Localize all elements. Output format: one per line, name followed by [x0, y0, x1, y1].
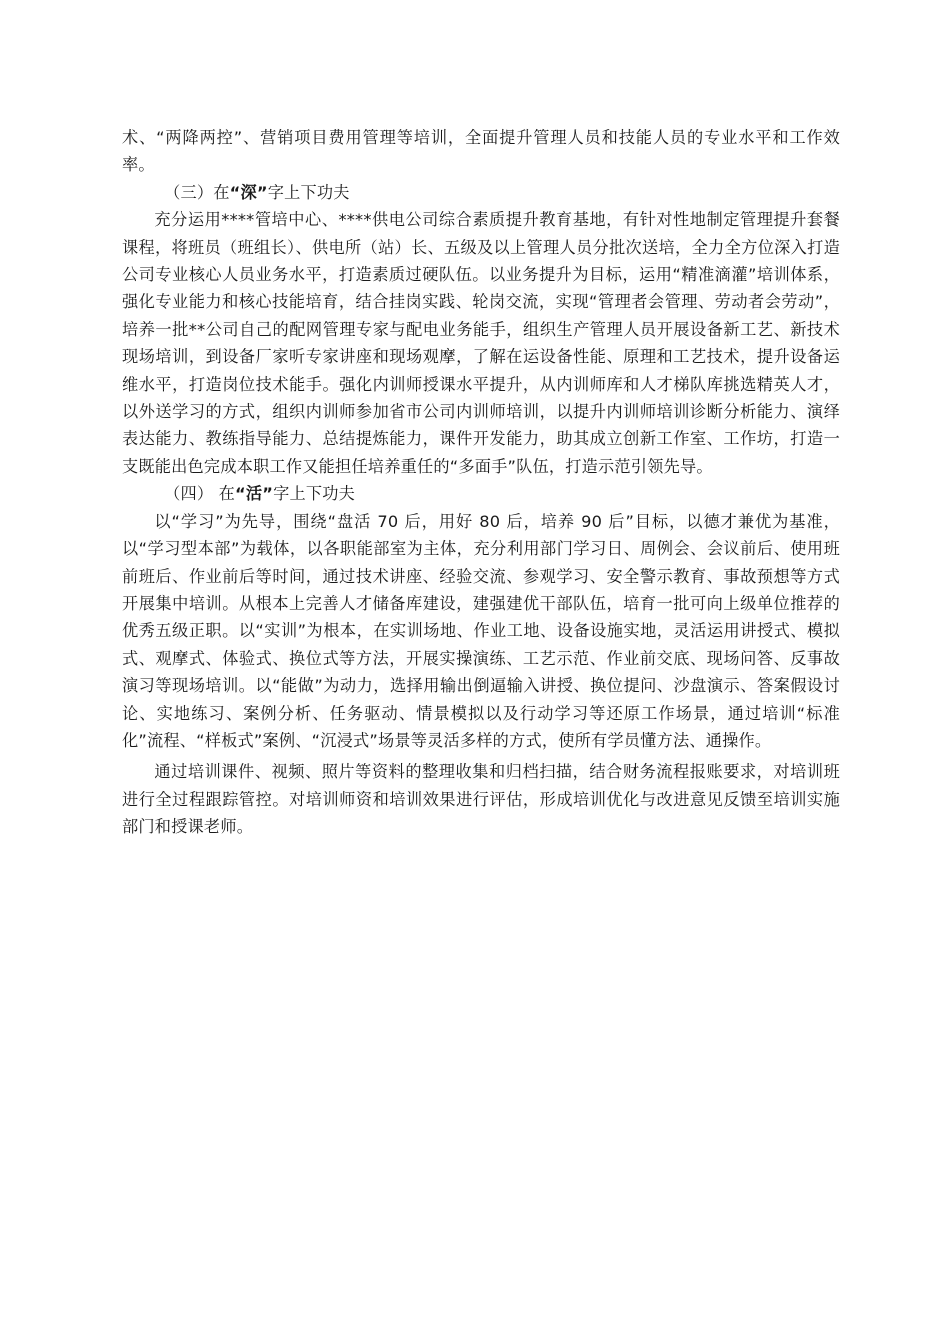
heading-prefix: （三）在	[164, 182, 230, 202]
paragraph-evaluation: 通过培训课件、视频、照片等资料的整理收集和归档扫描，结合财务流程报账要求，对培训班进行全过程跟踪管控。对培训师资和培训效果进行评估，形成培训优化与改进意见反馈至培训实施部门和授课老师。	[122, 762, 840, 837]
heading-suffix: 字上下功夫	[267, 182, 350, 202]
section-heading-three	[122, 179, 840, 206]
section-heading-four	[122, 480, 840, 507]
paragraph-continuation: 术、“两降两控”、营销项目费用管理等培训，全面提升管理人员和技能人员的专业水平和工作效率。	[122, 128, 840, 175]
heading-keyword: “深”	[229, 182, 268, 202]
heading-keyword: “活”	[235, 484, 274, 504]
document-page	[122, 124, 840, 841]
heading-suffix: 字上下功夫	[273, 484, 356, 504]
heading-prefix: （四） 在	[164, 484, 236, 504]
paragraph-active: 以“学习”为先导，围绕“盘活 70 后，用好 80 后，培养 90 后”目标，以德才兼优为基准，以“学习型本部”为载体，以各职能部室为主体，充分利用部门学习日、周例会、会议前后、使用班前班后、作业前后等时间，通过技术讲座、经验交流、参观学习、安全警示教育、事故预想等方式开展集中培训。从根本上完善人才储备库建设，建强建优干部队伍，培育一批可向上级单位推荐的优秀五级正职。以“实训”为根本，在实训场地、作业工地、设备设施实地，灵活运用讲授式、模拟式、观摩式、体验式、换位式等方法，开展实操演练、工艺示范、作业前交底、现场问答、反事故演习等现场培训。以“能做”为动力，选择用输出倒逼输入讲授、换位提问、沙盘演示、答案假设讨论、实地练习、案例分析、任务驱动、情景模拟以及行动学习等还原工作场景，通过培训“标准化”流程、“样板式”案例、“沉浸式”场景等灵活多样的方式，使所有学员懂方法、通操作。	[122, 511, 840, 750]
paragraph-deep: 充分运用****管培中心、****供电公司综合素质提升教育基地，有针对性地制定管理提升套餐课程，将班员（班组长）、供电所（站）长、五级及以上管理人员分批次送培，全力全方位深入打造公司专业核心人员业务水平，打造素质过硬队伍。以业务提升为目标，运用“精准滴灌”培训体系，强化专业能力和核心技能培育，结合挂岗实践、轮岗交流，实现“管理者会管理、劳动者会劳动”，培养一批**公司自己的配网管理专家与配电业务能手，组织生产管理人员开展设备新工艺、新技术现场培训，到设备厂家听专家讲座和现场观摩，了解在运设备性能、原理和工艺技术，提升设备运维水平，打造岗位技术能手。强化内训师授课水平提升，从内训师库和人才梯队库挑选精英人才，以外送学习的方式，组织内训师参加省市公司内训师培训，以提升内训师培训诊断分析能力、演绎表达能力、教练指导能力、总结提炼能力，课件开发能力，助其成立创新工作室、工作坊，打造一支既能出色完成本职工作又能担任培养重任的“多面手”队伍，打造示范引领先导。	[122, 210, 840, 476]
